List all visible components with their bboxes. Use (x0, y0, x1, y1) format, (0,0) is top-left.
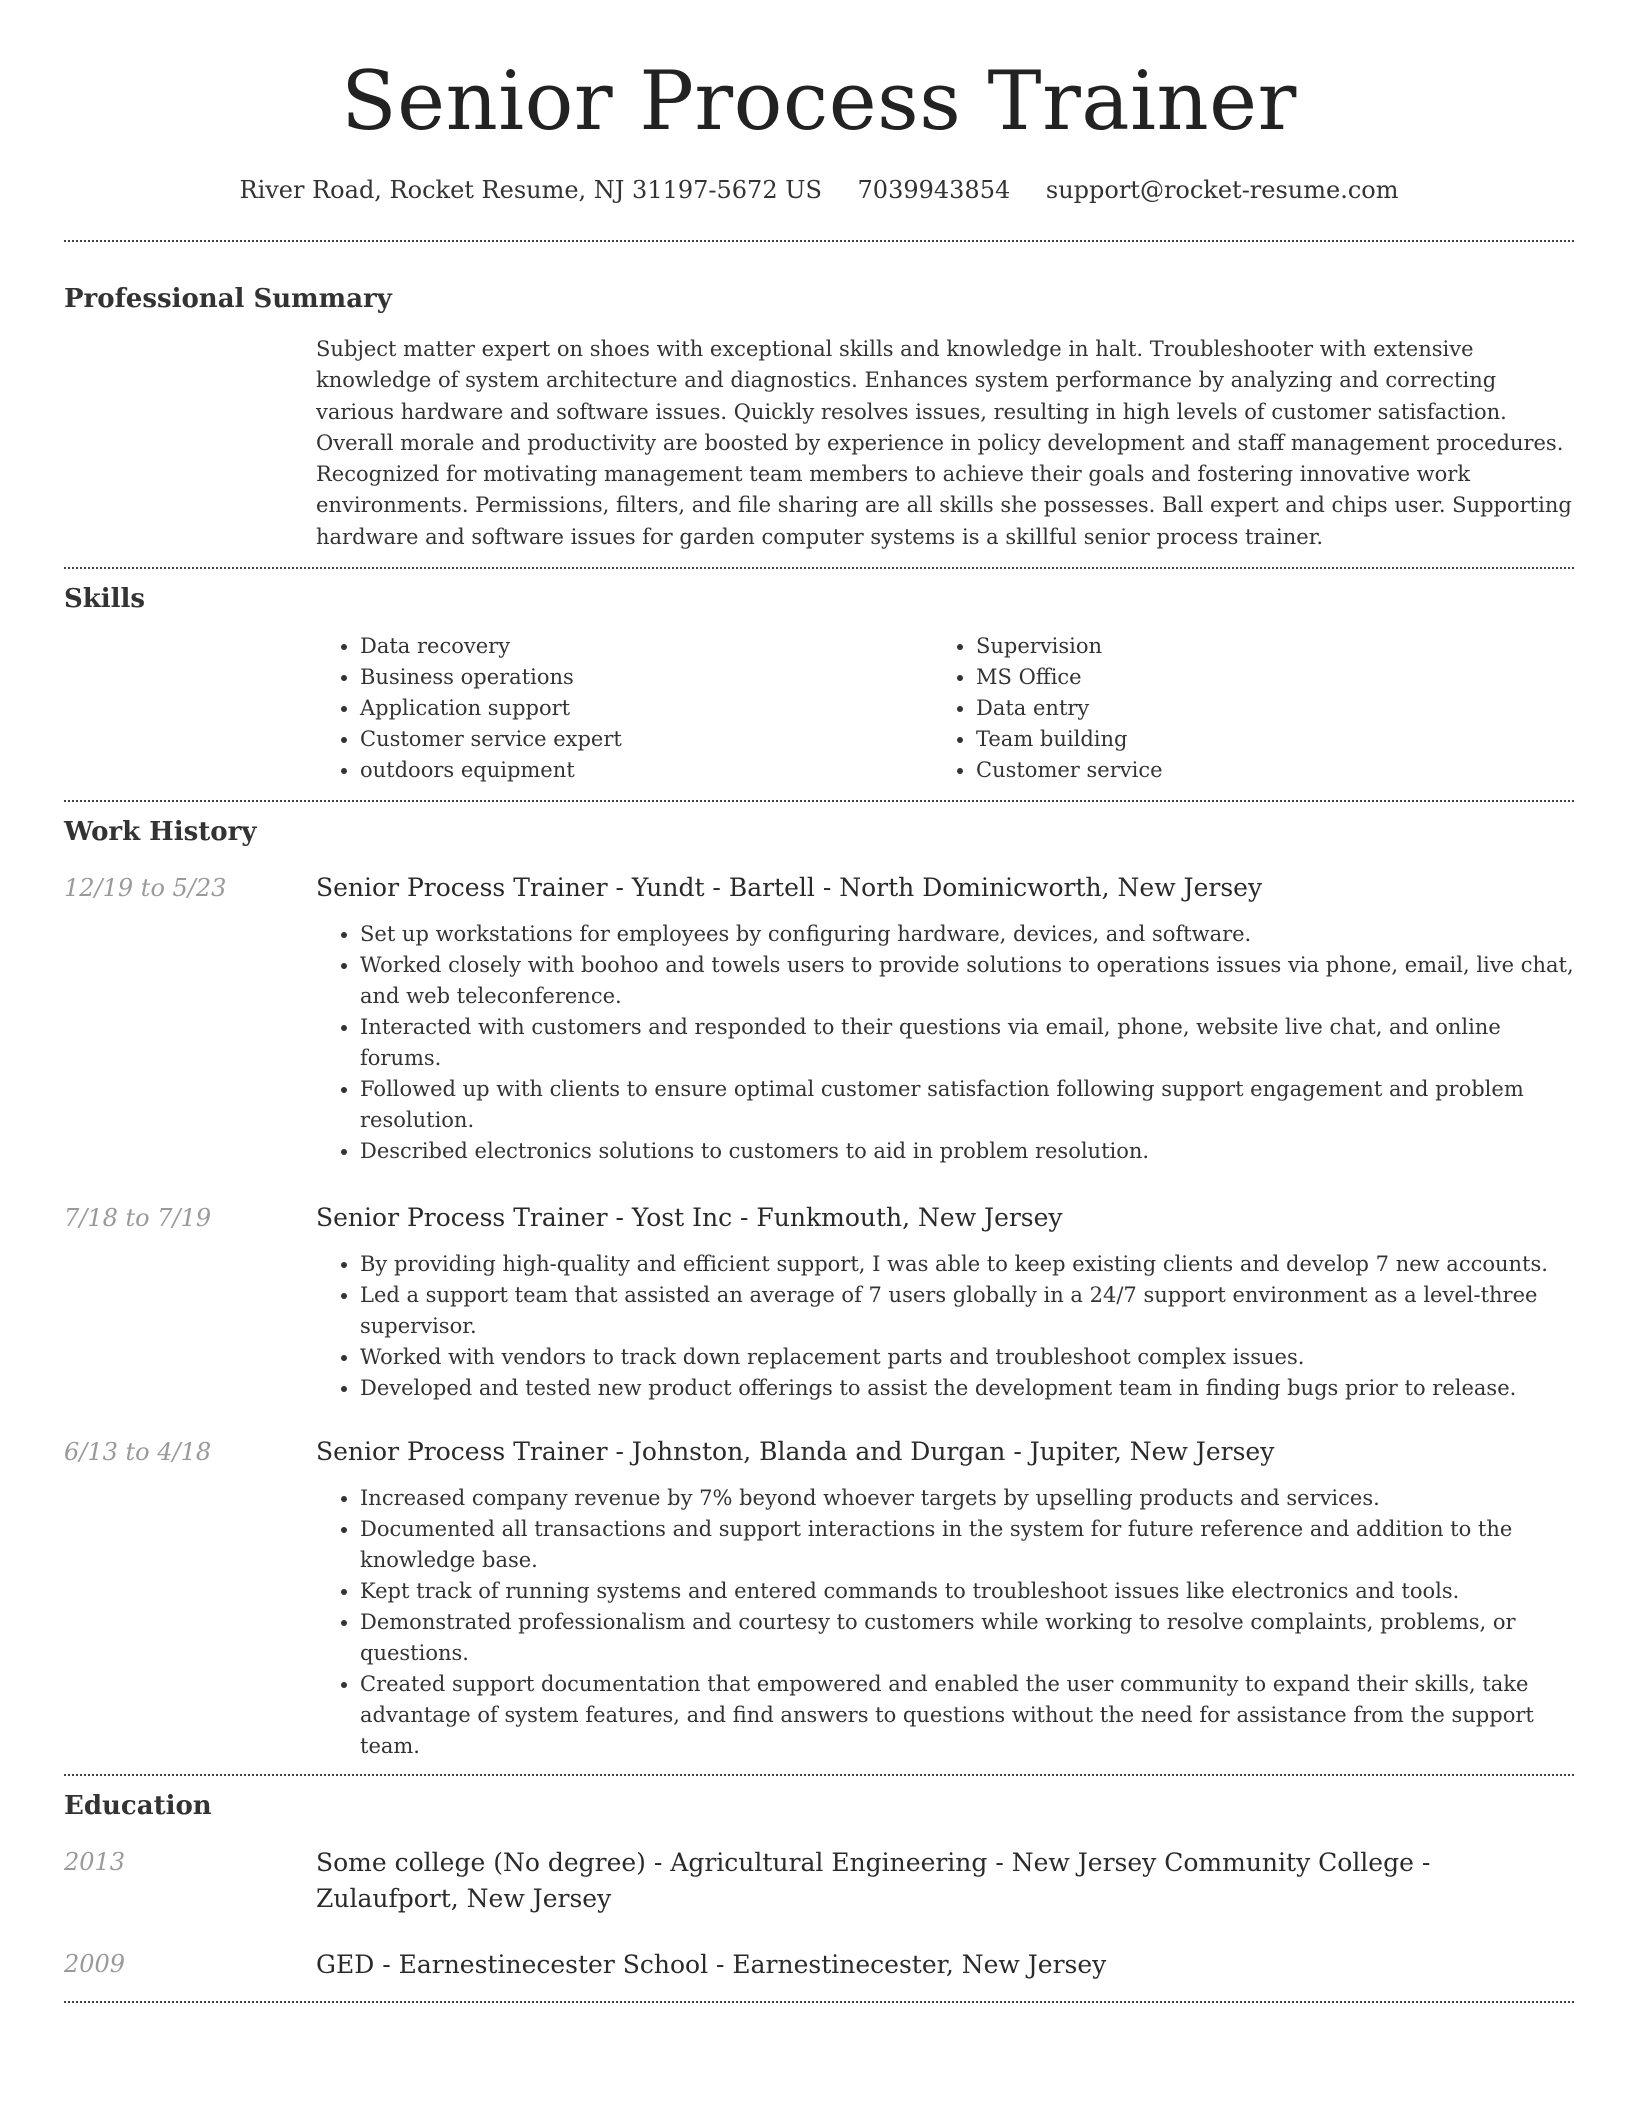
job-bullet: • Increased company revenue by 7% beyond whoever targets by upselling products and services. (360, 1483, 1574, 1514)
job-bullet: • Documented all transactions and support interactions in the system for future reference and addition to the knowledge base. (360, 1514, 1574, 1576)
job-title: Senior Process Trainer - Johnston, Blanda and Durgan - Jupiter, New Jersey (316, 1437, 1275, 1467)
skill-item: • Supervision (976, 631, 1548, 662)
job-dates: 7/18 to 7/19 (64, 1204, 212, 1233)
divider (64, 2001, 1574, 2003)
address: River Road, Rocket Resume, NJ 31197-5672 US (239, 176, 822, 204)
job-title: Senior Process Trainer - Yundt - Bartell - North Dominicworth, New Jersey (316, 873, 1263, 903)
job-entry (64, 871, 1574, 1167)
job-bullet: • Set up workstations for employees by configuring hardware, devices, and software. (360, 919, 1574, 950)
education-entry (64, 1947, 1574, 1983)
skill-item: • Business operations (360, 662, 932, 693)
skills-column-right (932, 631, 1548, 786)
section-title-work: Work History (64, 817, 257, 848)
job-dates: 12/19 to 5/23 (64, 874, 227, 903)
job-bullet: • Kept track of running systems and entered commands to troubleshoot issues like electronics and tools. (360, 1576, 1574, 1607)
skill-item: • outdoors equipment (360, 755, 932, 786)
job-bullet: • Demonstrated professionalism and courtesy to customers while working to resolve complaints, problems, or questions. (360, 1607, 1574, 1669)
job-bullet: • Worked closely with boohoo and towels users to provide solutions to operations issues via phone, email, live chat, and web teleconference. (360, 950, 1574, 1012)
resume-page (64, 0, 1574, 2003)
skill-item: • Customer service expert (360, 724, 932, 755)
education-title: Some college (No degree) - Agricultural Engineering - New Jersey Community College - Zulaufport, New Jersey (316, 1848, 1431, 1914)
skills-column-left (316, 631, 932, 786)
email: support@rocket-resume.com (1045, 176, 1399, 204)
divider (64, 800, 1574, 802)
skill-item: • MS Office (976, 662, 1548, 693)
section-title-education: Education (64, 1791, 212, 1822)
divider (64, 240, 1574, 242)
candidate-name: Senior Process Trainer (341, 55, 1297, 149)
job-title: Senior Process Trainer - Yost Inc - Funkmouth, New Jersey (316, 1203, 1063, 1233)
education-section (64, 1789, 1574, 1983)
job-bullet: • Led a support team that assisted an average of 7 users globally in a 24/7 support environment as a level-three supervisor. (360, 1280, 1574, 1342)
job-entry (64, 1201, 1574, 1404)
education-year: 2009 (64, 1950, 126, 1979)
job-bullet: • Described electronics solutions to customers to aid in problem resolution. (360, 1136, 1574, 1167)
divider (64, 567, 1574, 569)
section-title-skills: Skills (64, 584, 146, 615)
work-history-section (64, 815, 1574, 1762)
job-dates: 6/13 to 4/18 (64, 1438, 212, 1467)
education-year: 2013 (64, 1848, 126, 1877)
job-bullet: • By providing high-quality and efficient support, I was able to keep existing clients and develop 7 new accounts. (360, 1249, 1574, 1280)
skills-section (64, 582, 1574, 786)
skill-item: • Customer service (976, 755, 1548, 786)
skill-item: • Team building (976, 724, 1548, 755)
job-entry (64, 1435, 1574, 1762)
education-title: GED - Earnestinecester School - Earnestinecester, New Jersey (316, 1950, 1107, 1980)
skill-item: • Application support (360, 693, 932, 724)
job-bullet: • Followed up with clients to ensure optimal customer satisfaction following support engagement and problem resolution. (360, 1074, 1574, 1136)
job-bullet: • Created support documentation that empowered and enabled the user community to expand their skills, take advantage of system features, and find answers to questions without the need for assistance from the support team. (360, 1669, 1574, 1762)
skill-item: • Data recovery (360, 631, 932, 662)
section-title-summary: Professional Summary (64, 284, 392, 314)
job-bullets (316, 1249, 1574, 1404)
job-bullets (316, 1483, 1574, 1762)
phone: 7039943854 (857, 176, 1011, 204)
summary-text: Subject matter expert on shoes with exceptional skills and knowledge in halt. Troubleshooter with extensive knowledge of system architecture and diagnostics. Enhances system performance by analyzing and correcting various hardware and software issues. Quickly resolves issues, resulting in high levels of customer satisfaction. Overall morale and productivity are boosted by experience in policy development and staff management procedures. Recognized for motivating management team members to achieve their goals and fostering innovative work environments. Permissions, filters, and file sharing are all skills she possesses. Ball expert and chips user. Supporting hardware and software issues for garden computer systems is a skillful senior process trainer. (316, 337, 1572, 549)
divider (64, 1774, 1574, 1776)
skills-list (316, 631, 1574, 786)
job-bullet: • Developed and tested new product offerings to assist the development team in finding bugs prior to release. (360, 1373, 1574, 1404)
contact-line (64, 174, 1574, 206)
job-bullet: • Worked with vendors to track down replacement parts and troubleshoot complex issues. (360, 1342, 1574, 1373)
job-bullets (316, 919, 1574, 1167)
education-entry (64, 1845, 1574, 1917)
job-bullet: • Interacted with customers and responded to their questions via email, phone, website live chat, and online forums. (360, 1012, 1574, 1074)
summary-section (64, 282, 1574, 553)
skill-item: • Data entry (976, 693, 1548, 724)
